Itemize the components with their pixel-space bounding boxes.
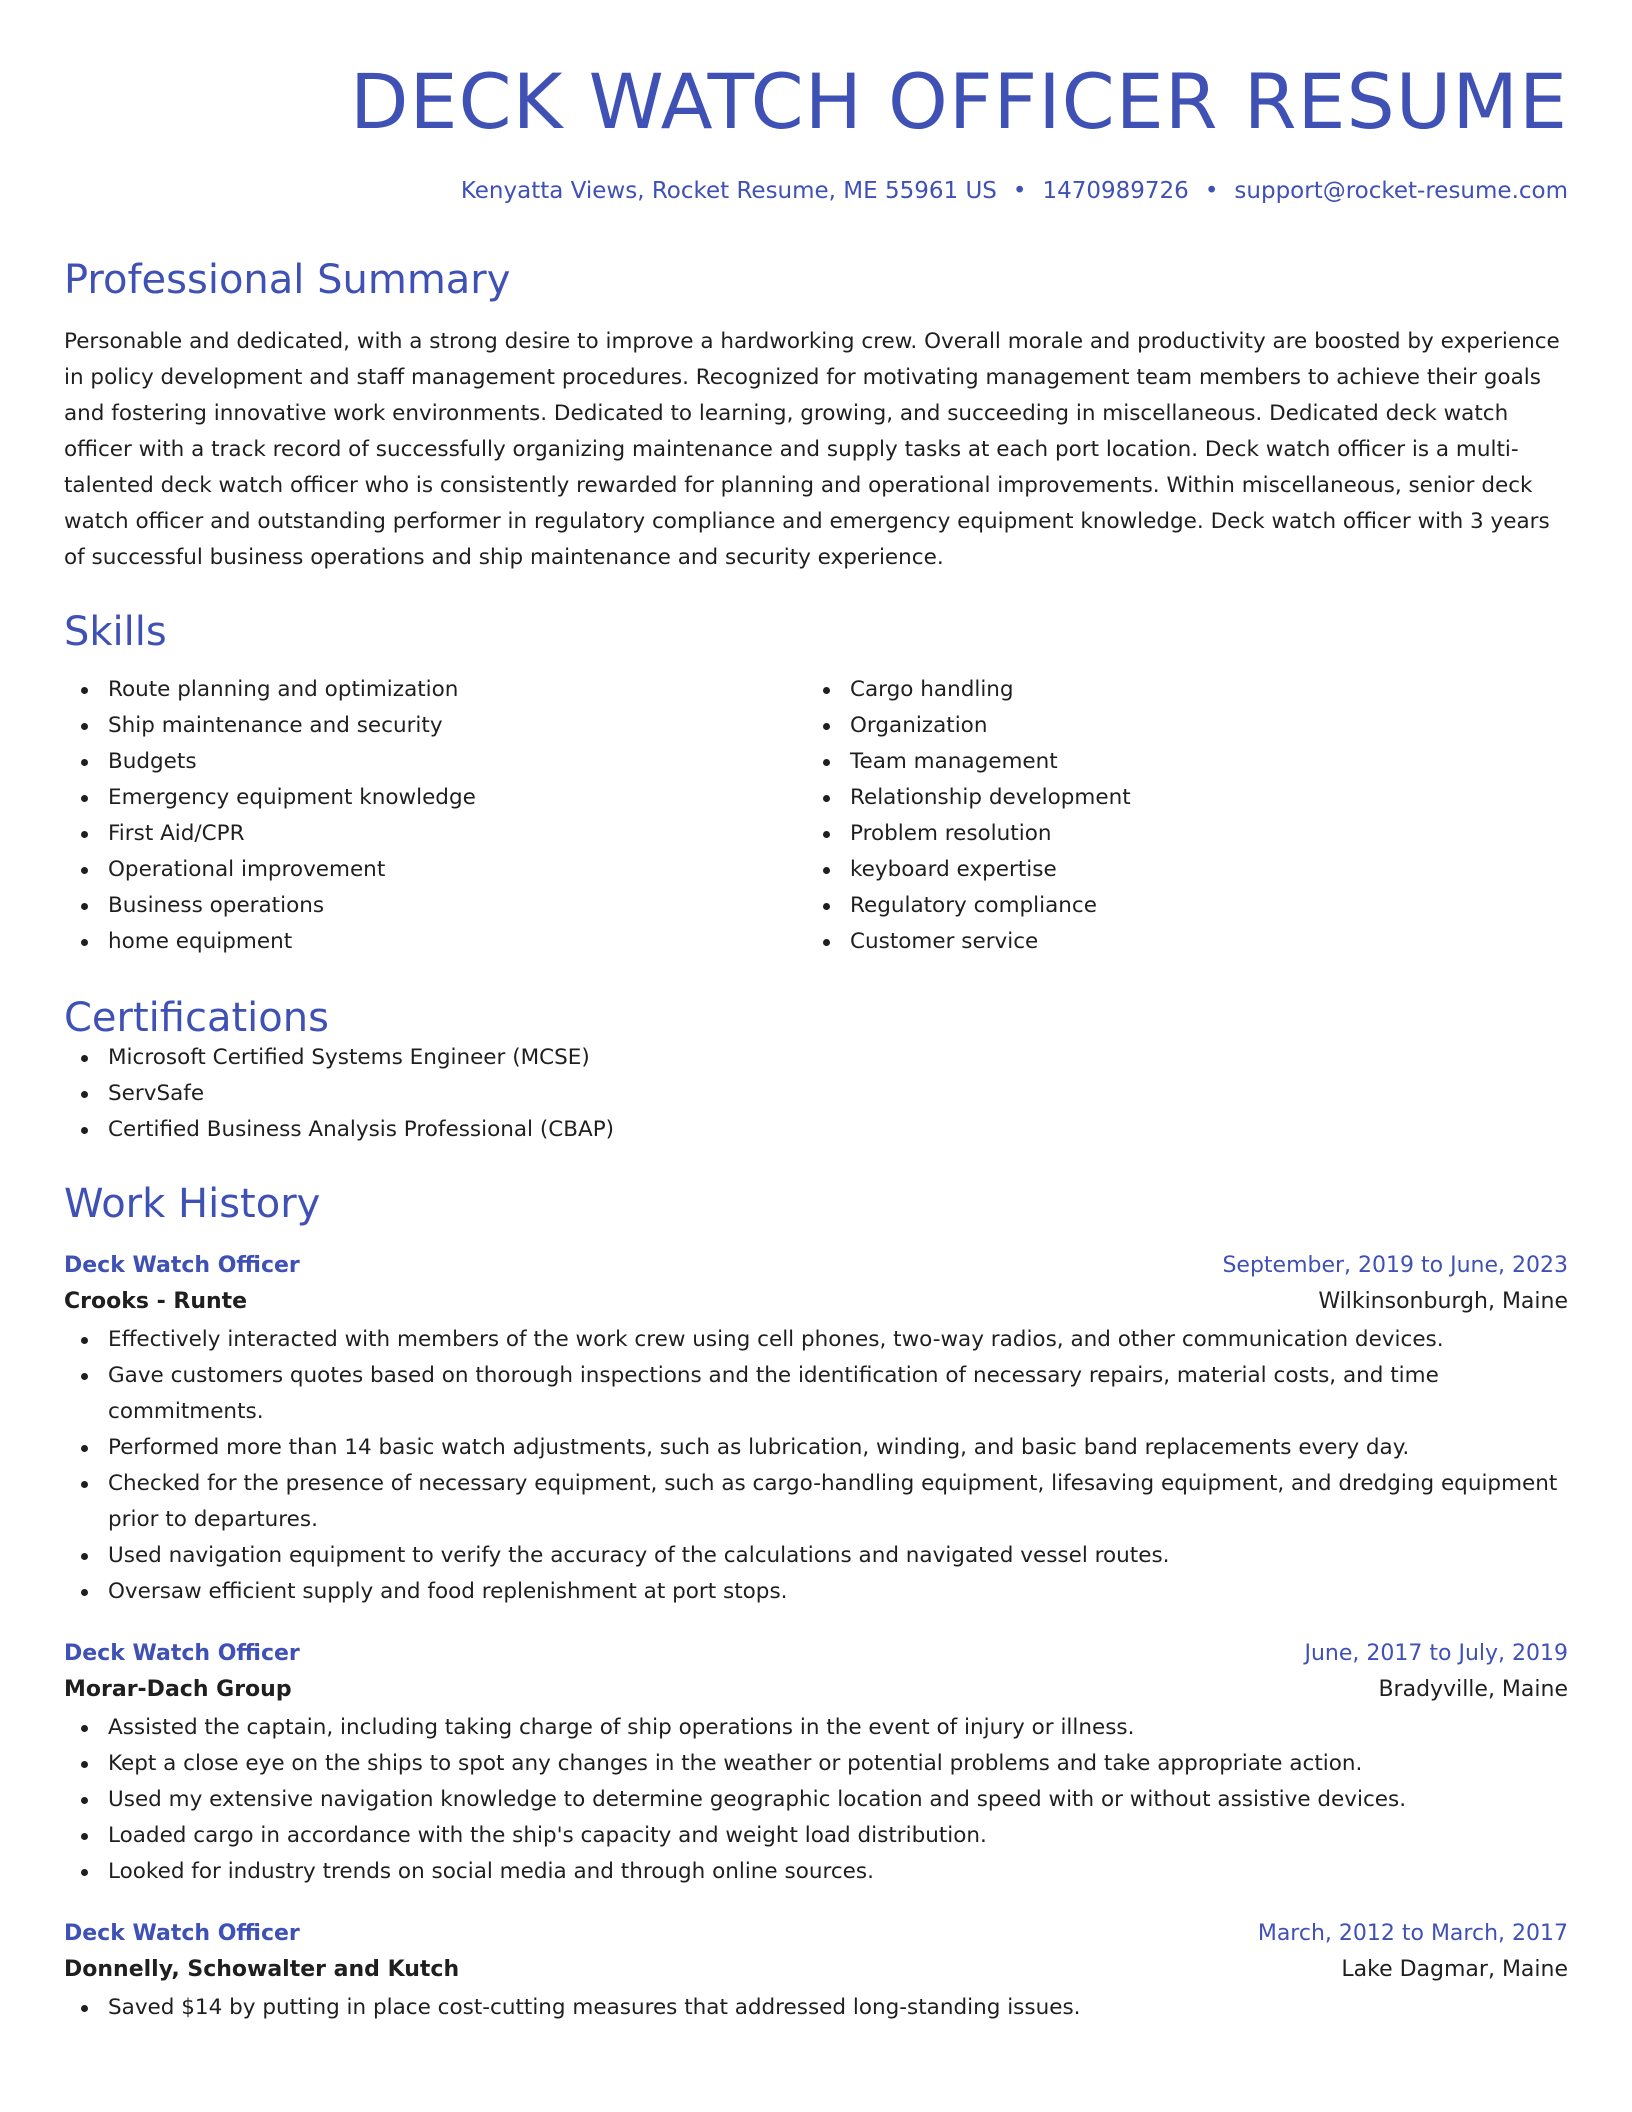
skills-list-right	[806, 672, 1548, 960]
job-header-row	[64, 1918, 1568, 1950]
job-dates: March, 2012 to March, 2017	[1257, 1920, 1568, 1946]
work-history-heading: Work History	[64, 1180, 321, 1227]
job-duty: Checked for the presence of necessary equipment, such as cargo-handling equipment, lifesaving equipment, and dredging equipment prior to departures.	[64, 1466, 1568, 1538]
contact-separator: •	[1204, 178, 1219, 204]
skills-column-left	[64, 672, 806, 960]
job-dates: September, 2019 to June, 2023	[1222, 1252, 1568, 1278]
job-duties-list	[64, 1710, 1568, 1890]
job-duty: Oversaw efficient supply and food replenishment at port stops.	[64, 1574, 1568, 1610]
job-employer-row	[64, 1950, 1568, 1990]
job-employer-row	[64, 1282, 1568, 1322]
contact-email[interactable]: support@rocket-resume.com	[1234, 178, 1568, 204]
job-duty: Kept a close eye on the ships to spot any changes in the weather or potential problems and take appropriate action.	[64, 1746, 1568, 1782]
job-duty: Used my extensive navigation knowledge to determine geographic location and speed with or without assistive devices.	[64, 1782, 1568, 1818]
job-duty: Loaded cargo in accordance with the ship's capacity and weight load distribution.	[64, 1818, 1568, 1854]
job-duty: Gave customers quotes based on thorough inspections and the identification of necessary repairs, material costs, and time commitments.	[64, 1358, 1568, 1430]
job-employer-row	[64, 1670, 1568, 1710]
certification-item: Microsoft Certified Systems Engineer (MCSE)	[64, 1040, 1568, 1076]
contact-phone: 1470989726	[1042, 178, 1189, 204]
certifications-heading: Certifications	[64, 994, 329, 1041]
skill-item: Customer service	[806, 924, 1548, 960]
skill-item: Regulatory compliance	[806, 888, 1548, 924]
job-entry	[64, 1638, 1568, 1890]
skill-item: Team management	[806, 744, 1548, 780]
job-location: Wilkinsonburgh, Maine	[1318, 1288, 1568, 1314]
job-entry	[64, 1250, 1568, 1610]
summary-text: Personable and dedicated, with a strong desire to improve a hardworking crew. Overall morale and productivity are boosted by experience in policy development and staff management procedures. Recognized for motivating management team members to achieve their goals and fostering innovative work environments. Dedicated to learning, growing, and succeeding in miscellaneous. Dedicated deck watch officer with a track record of successfully organizing maintenance and supply tasks at each port location. Deck watch officer is a multi-talented deck watch officer who is consistently rewarded for planning and operational improvements. Within miscellaneous, senior deck watch officer and outstanding performer in regulatory compliance and emergency equipment knowledge. Deck watch officer with 3 years of successful business operations and ship maintenance and security experience.	[64, 328, 1560, 570]
skills-list-left	[64, 672, 806, 960]
skill-item: Cargo handling	[806, 672, 1548, 708]
skill-item: Emergency equipment knowledge	[64, 780, 806, 816]
job-duty: Performed more than 14 basic watch adjustments, such as lubrication, winding, and basic band replacements every day.	[64, 1430, 1568, 1466]
skills-column-right	[806, 672, 1548, 960]
job-entry	[64, 1918, 1568, 2026]
job-duties-list	[64, 1990, 1568, 2026]
skill-item: Ship maintenance and security	[64, 708, 806, 744]
skill-item: Organization	[806, 708, 1548, 744]
job-duty: Looked for industry trends on social media and through online sources.	[64, 1854, 1568, 1890]
job-duty: Effectively interacted with members of the work crew using cell phones, two-way radios, and other communication devices.	[64, 1322, 1568, 1358]
skill-item: Business operations	[64, 888, 806, 924]
job-title: Deck Watch Officer	[64, 1252, 300, 1278]
job-duty: Used navigation equipment to verify the accuracy of the calculations and navigated vessel routes.	[64, 1538, 1568, 1574]
job-company: Morar-Dach Group	[64, 1676, 292, 1702]
certification-item: ServSafe	[64, 1076, 1568, 1112]
summary-heading: Professional Summary	[64, 256, 511, 303]
job-header-row	[64, 1638, 1568, 1670]
job-title: Deck Watch Officer	[64, 1920, 300, 1946]
skill-item: Problem resolution	[806, 816, 1548, 852]
skills-grid	[64, 672, 1568, 960]
work-history-list	[64, 1250, 1568, 2026]
skill-item: Operational improvement	[64, 852, 806, 888]
job-location: Lake Dagmar, Maine	[1341, 1956, 1568, 1982]
contact-separator: •	[1012, 178, 1027, 204]
resume-title: DECK WATCH OFFICER RESUME	[349, 57, 1568, 146]
certifications-list	[64, 1040, 1568, 1148]
job-company: Crooks - Runte	[64, 1288, 248, 1314]
skills-heading: Skills	[64, 608, 167, 655]
skill-item: Budgets	[64, 744, 806, 780]
skill-item: First Aid/CPR	[64, 816, 806, 852]
job-company: Donnelly, Schowalter and Kutch	[64, 1956, 460, 1982]
skill-item: home equipment	[64, 924, 806, 960]
job-dates: June, 2017 to July, 2019	[1304, 1640, 1568, 1666]
job-duties-list	[64, 1322, 1568, 1610]
job-header-row	[64, 1250, 1568, 1282]
job-duty: Saved $14 by putting in place cost-cutting measures that addressed long-standing issues.	[64, 1990, 1568, 2026]
contact-address: Kenyatta Views, Rocket Resume, ME 55961 US	[460, 178, 997, 204]
skill-item: Relationship development	[806, 780, 1548, 816]
job-title: Deck Watch Officer	[64, 1640, 300, 1666]
job-duty: Assisted the captain, including taking charge of ship operations in the event of injury or illness.	[64, 1710, 1568, 1746]
skill-item: Route planning and optimization	[64, 672, 806, 708]
skill-item: keyboard expertise	[806, 852, 1548, 888]
job-location: Bradyville, Maine	[1378, 1676, 1568, 1702]
certification-item: Certified Business Analysis Professional (CBAP)	[64, 1112, 1568, 1148]
contact-info	[64, 178, 1568, 206]
